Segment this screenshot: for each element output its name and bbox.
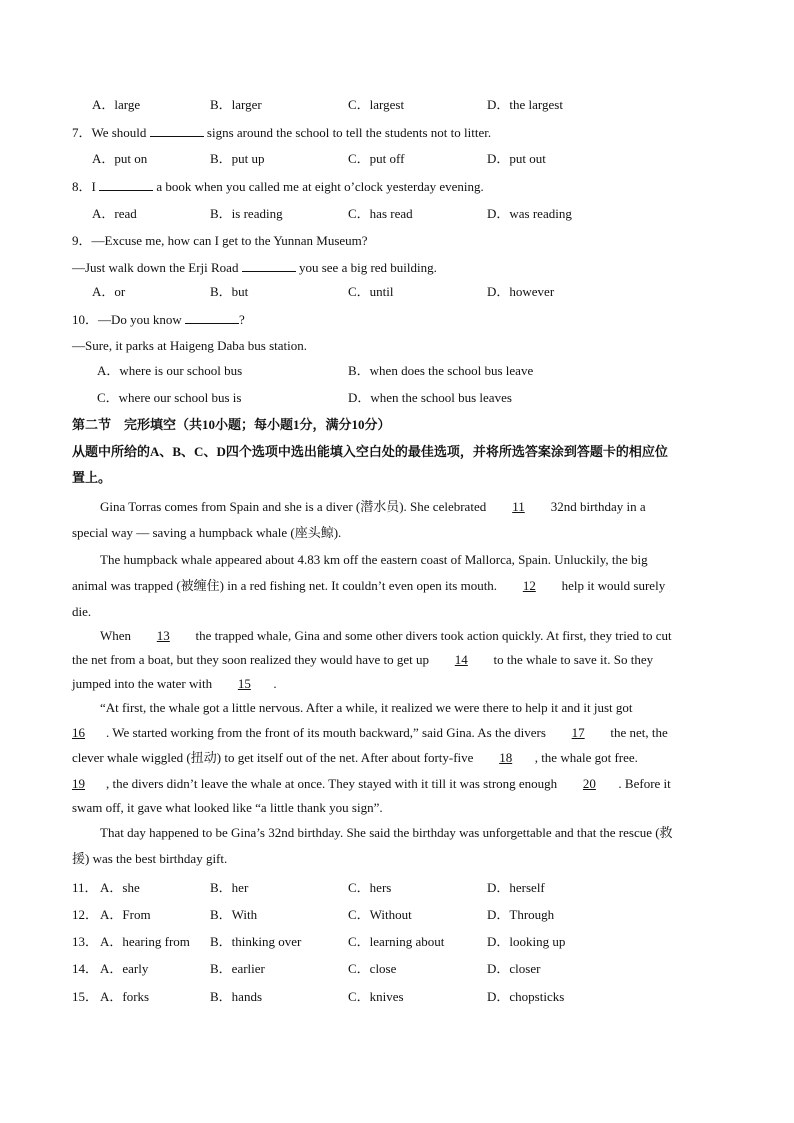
passage-line	[72, 578, 665, 594]
passage-line: die.	[72, 604, 92, 619]
section-instructions: 从题中所给的A、B、C、D四个选项中选出能填入空白处的最佳选项，并将所选答案涂到答题卡的相应位	[72, 444, 668, 459]
passage-text: , the divers didn’t leave the whale at once. They stayed with it till it was strong enough	[106, 776, 558, 791]
stem-text: you see a big red building.	[298, 260, 437, 275]
passage-text: animal was trapped (被缠住) in a red fishing net. It couldn’t even open its mouth.	[72, 578, 498, 593]
option-b: B．but	[210, 284, 249, 299]
passage-line: special way — saving a humpback whale (座头鲸).	[72, 525, 342, 540]
passage-text: help it would surely	[561, 578, 666, 593]
answer-number: 15．	[72, 989, 99, 1004]
option-c: C．close	[348, 961, 397, 976]
passage-text: 32nd birthday in a	[550, 499, 646, 514]
option-c: C．put off	[348, 151, 405, 166]
answer-blank	[99, 178, 153, 191]
option-a: A．put on	[92, 151, 148, 166]
blank-19: 19	[72, 776, 85, 791]
question-stem: 9．—Excuse me, how can I get to the Yunnan Museum?	[72, 233, 368, 248]
blank-15: 15	[237, 676, 251, 691]
option-b: B．her	[210, 880, 249, 895]
passage-text: , the whale got free.	[534, 750, 638, 765]
option-c: C．knives	[348, 989, 404, 1004]
option-a: A．From	[100, 907, 151, 922]
passage-line: That day happened to be Gina’s 32nd birthday. She said the birthday was unforgettable and that the rescue (救	[100, 825, 673, 840]
option-d: D．put out	[487, 151, 546, 166]
option-c: C．hers	[348, 880, 392, 895]
section-title: 第二节 完形填空（共10小题；每小题1分，满分10分）	[72, 417, 391, 432]
option-c: C．learning about	[348, 934, 445, 949]
option-a: A．she	[100, 880, 140, 895]
question-stem: —Sure, it parks at Haigeng Daba bus station.	[72, 338, 308, 353]
option-b: B．thinking over	[210, 934, 302, 949]
answer-blank	[242, 259, 296, 272]
stem-text: a book when you called me at eight o’clock yesterday evening.	[156, 179, 484, 194]
answer-number: 14．	[72, 961, 99, 976]
option-c: C．where our school bus is	[97, 390, 242, 405]
option-b: B．earlier	[210, 961, 265, 976]
passage-line	[72, 725, 668, 741]
stem-text: ?	[239, 312, 245, 327]
blank-14: 14	[454, 652, 468, 667]
passage-text: jumped into the water with	[72, 676, 213, 691]
option-b: B．put up	[210, 151, 265, 166]
option-c: C．Without	[348, 907, 412, 922]
answer-blank	[185, 311, 239, 324]
stem-text: signs around the school to tell the students not to litter.	[206, 125, 492, 140]
stem-text: —Just walk down the Erji Road	[72, 260, 239, 275]
blank-20: 20	[582, 776, 596, 791]
option-d: D．looking up	[487, 934, 566, 949]
option-a: A．read	[92, 206, 137, 221]
passage-text: clever whale wiggled (扭动) to get itself out of the net. After about forty-five	[72, 750, 474, 765]
answer-number: 11．	[72, 880, 98, 895]
option-d: D．Through	[487, 907, 555, 922]
passage-text: .	[273, 676, 277, 691]
option-b: B．larger	[210, 97, 262, 112]
section-instructions: 置上。	[72, 470, 112, 485]
blank-11: 11	[512, 499, 525, 514]
answer-number: 13．	[72, 934, 99, 949]
stem-text: 10．—Do you know	[72, 312, 182, 327]
passage-line	[100, 628, 672, 644]
blank-16: 16	[72, 725, 85, 740]
passage-line	[72, 776, 671, 792]
option-d: D．when the school bus leaves	[348, 390, 512, 405]
option-d: D．was reading	[487, 206, 572, 221]
answer-blank	[150, 124, 204, 137]
option-d: D．however	[487, 284, 555, 299]
blank-13: 13	[156, 628, 170, 643]
question-stem	[72, 178, 484, 195]
blank-17: 17	[571, 725, 585, 740]
option-d: D．the largest	[487, 97, 563, 112]
question-stem	[72, 311, 245, 328]
passage-line	[72, 676, 277, 692]
passage-text: When	[100, 628, 132, 643]
option-c: C．has read	[348, 206, 413, 221]
option-d: D．closer	[487, 961, 541, 976]
passage-text: . We started working from the front of its mouth backward,” said Gina. As the divers	[106, 725, 546, 740]
answer-number: 12．	[72, 907, 99, 922]
option-b: B．With	[210, 907, 258, 922]
option-b: B．when does the school bus leave	[348, 363, 534, 378]
passage-line: 援) was the best birthday gift.	[72, 851, 228, 866]
stem-text: 7．We should	[72, 125, 147, 140]
option-b: B．hands	[210, 989, 263, 1004]
question-stem	[72, 124, 491, 141]
passage-line	[72, 750, 638, 766]
passage-text: Gina Torras comes from Spain and she is a diver (潜水员). She celebrated	[100, 499, 487, 514]
passage-text: the net from a boat, but they soon realized they would have to get up	[72, 652, 430, 667]
option-a: A．hearing from	[100, 934, 190, 949]
option-b: B．is reading	[210, 206, 283, 221]
blank-18: 18	[499, 750, 513, 765]
option-a: A．early	[100, 961, 149, 976]
passage-text: to the whale to save it. So they	[493, 652, 654, 667]
option-d: D．chopsticks	[487, 989, 565, 1004]
passage-line: swam off, it gave what looked like “a little thank you sign”.	[72, 800, 383, 815]
passage-line: “At first, the whale got a little nervous. After a while, it realized we were there to help it and it just got	[100, 700, 633, 715]
option-a: A．large	[92, 97, 141, 112]
passage-text: the trapped whale, Gina and some other divers took action quickly. At first, they tried to cut	[195, 628, 672, 643]
passage-line	[72, 652, 653, 668]
option-a: A．or	[92, 284, 126, 299]
option-a: A．where is our school bus	[97, 363, 243, 378]
stem-text: 8．I	[72, 179, 96, 194]
passage-line: The humpback whale appeared about 4.83 km off the eastern coast of Mallorca, Spain. Unluckily, the big	[100, 552, 648, 567]
question-stem	[72, 259, 437, 276]
option-d: D．herself	[487, 880, 545, 895]
option-a: A．forks	[100, 989, 150, 1004]
option-c: C．until	[348, 284, 394, 299]
blank-12: 12	[522, 578, 536, 593]
passage-line	[100, 499, 646, 515]
option-c: C．largest	[348, 97, 405, 112]
passage-text: the net, the	[610, 725, 668, 740]
passage-text: . Before it	[618, 776, 671, 791]
